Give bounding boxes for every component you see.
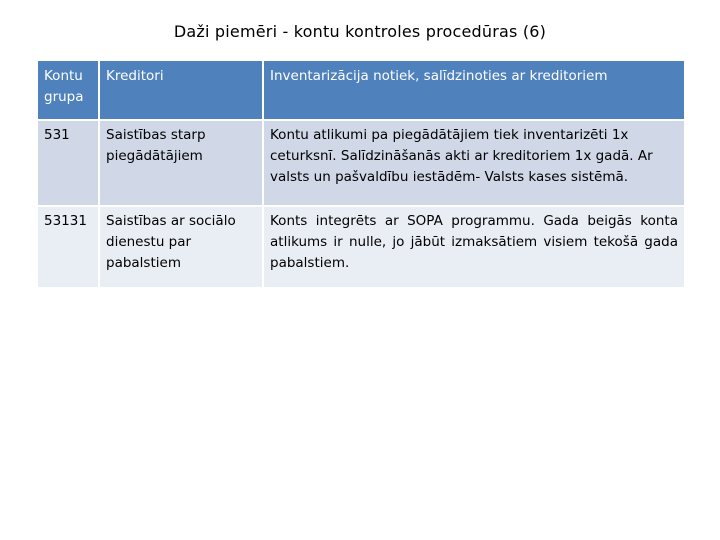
- header-creditors: Kreditori: [99, 60, 263, 120]
- table-row: [37, 206, 685, 288]
- header-inventory: Inventarizācija notiek, salīdzinoties ar kreditoriem: [263, 60, 685, 120]
- header-account-group: Kontu grupa: [37, 60, 99, 120]
- cell-description: Konts integrēts ar SOPA programmu. Gada beigās konta atlikums ir nulle, jo jābūt izmaksātiem visiem tekošā gada pabalstiem.: [263, 206, 685, 288]
- control-procedures-table: [36, 59, 686, 289]
- cell-account-group: 531: [37, 120, 99, 206]
- page-title: Daži piemēri - kontu kontroles procedūras (6): [173, 22, 547, 41]
- cell-account-name: Saistības ar sociālo dienestu par pabalstiem: [99, 206, 263, 288]
- cell-account-name: Saistības starp piegādātājiem: [99, 120, 263, 206]
- table-header-row: [37, 60, 685, 120]
- table-row: [37, 120, 685, 206]
- cell-description: Kontu atlikumi pa piegādātājiem tiek inventarizēti 1x ceturksnī. Salīdzināšanās akti ar kreditoriem 1x gadā. Ar valsts un pašvaldību iestādēm- Valsts kases sistēmā.: [263, 120, 685, 206]
- cell-account-group: 53131: [37, 206, 99, 288]
